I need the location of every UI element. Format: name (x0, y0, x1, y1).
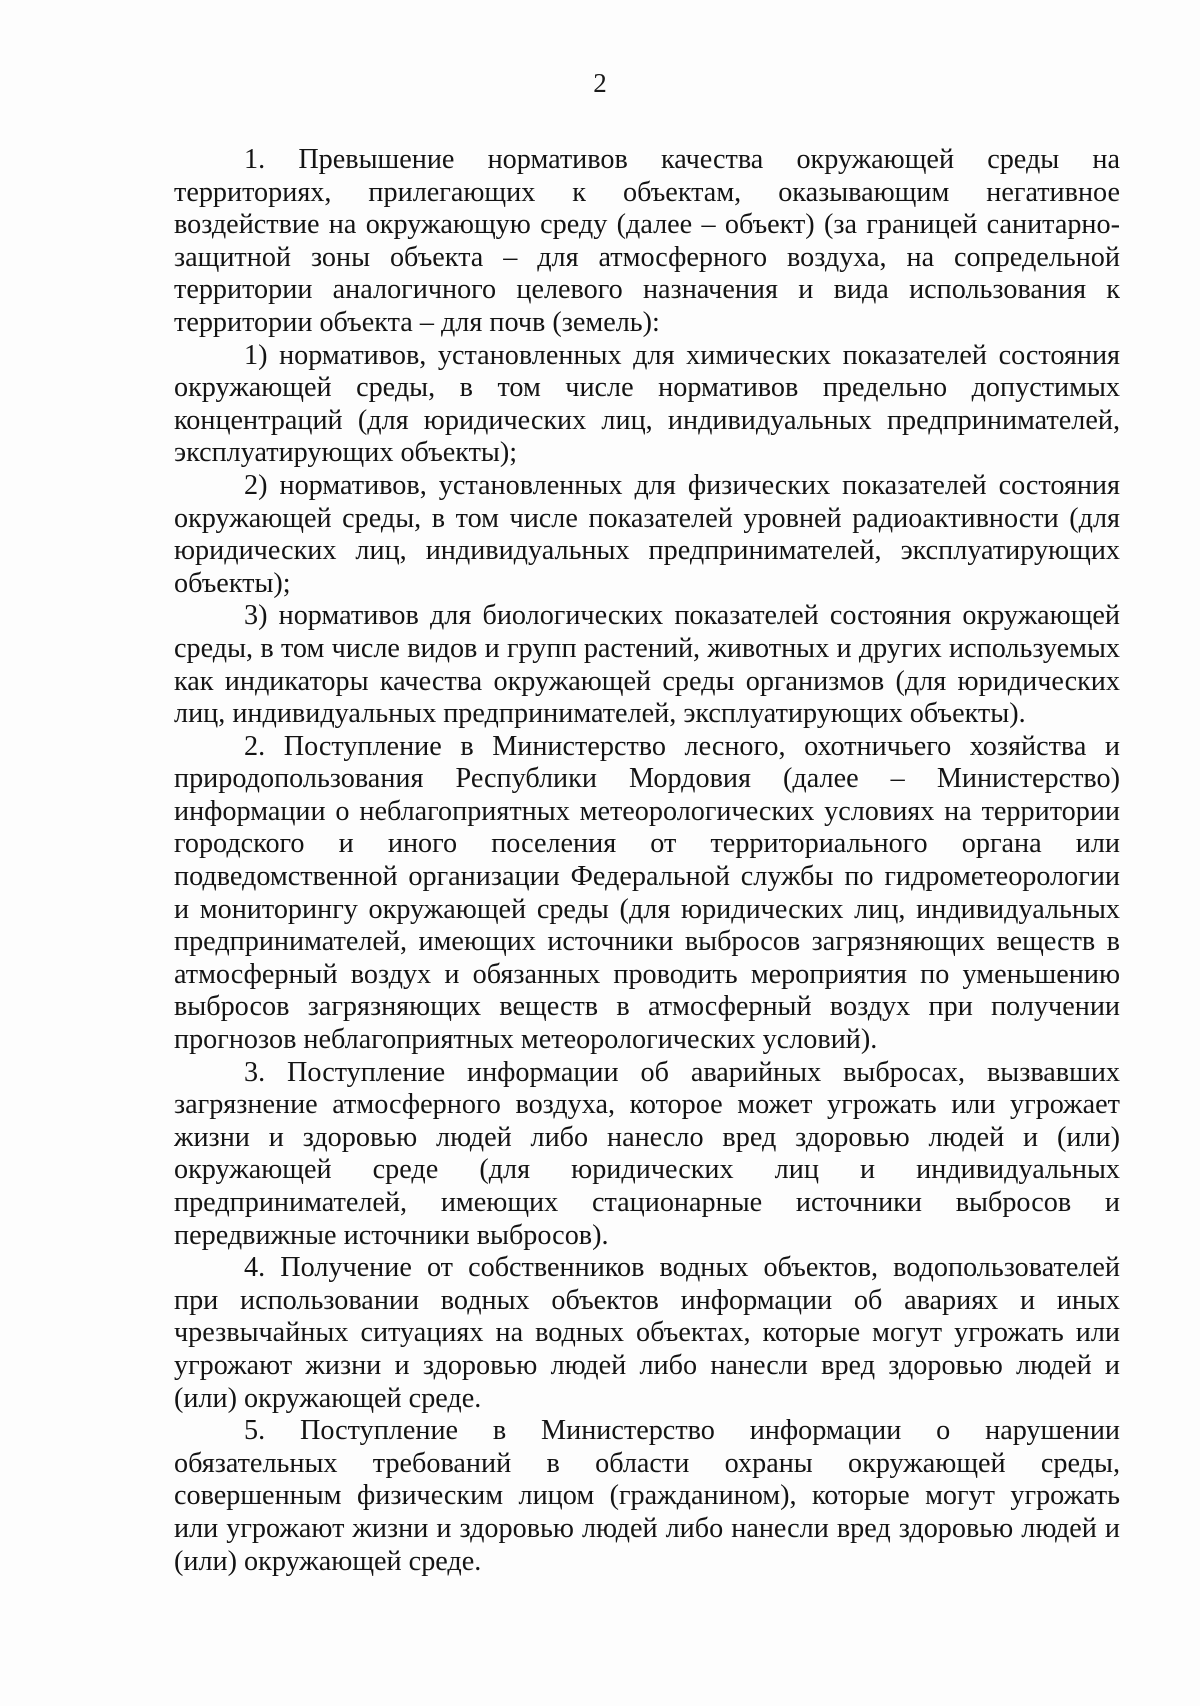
paragraph-item-1: 1. Превышение нормативов качества окружающей среды на территориях, прилегающих к объектам, оказывающим негативное воздействие на окружающую среду (далее – объект) (за границей санитарно-защитной зоны объекта – для атмосферного воздуха, на сопредельной территории аналогичного целевого назначения и вида использования к территории объекта – для почв (земель): (174, 144, 1120, 338)
paragraph-item-3: 3. Поступление информации об аварийных выбросах, вызвавших загрязнение атмосферного воздуха, которое может угрожать или угрожает жизни и здоровью людей либо нанесло вред здоровью людей и (или) окружающей среде (для юридических лиц и индивидуальных предпринимателей, имеющих стационарные источники выбросов и передвижные источники выбросов). (174, 1056, 1120, 1251)
paragraph-item-2: 2. Поступление в Министерство лесного, охотничьего хозяйства и природопользования Республики Мордовия (далее – Министерство) информации о неблагоприятных метеорологических условиях на территории городского и иного поселения от территориального органа или подведомственной организации Федеральной службы по гидрометеорологии и мониторингу окружающей среды (для юридических лиц, индивидуальных предпринимателей, имеющих источники выбросов загрязняющих веществ в атмосферный воздух и обязанных проводить мероприятия по уменьшению выбросов загрязняющих веществ в атмосферный воздух при получении прогнозов неблагоприятных метеорологических условий). (174, 730, 1120, 1056)
page-number: 2 (593, 68, 607, 98)
document-body (174, 144, 1120, 1578)
paragraph-subitem-1: 1) нормативов, установленных для химических показателей состояния окружающей среды, в том числе нормативов предельно допустимых концентраций (для юридических лиц, индивидуальных предпринимателей, эксплуатирующих объекты); (174, 339, 1120, 469)
paragraph-item-4: 4. Получение от собственников водных объектов, водопользователей при использовании водных объектов информации об авариях и иных чрезвычайных ситуациях на водных объектах, которые могут угрожать или угрожают жизни и здоровью людей либо нанесли вред здоровью людей и (или) окружающей среде. (174, 1252, 1120, 1414)
paragraph-subitem-2: 2) нормативов, установленных для физических показателей состояния окружающей среды, в том числе показателей уровней радиоактивности (для юридических лиц, индивидуальных предпринимателей, эксплуатирующих объекты); (174, 469, 1120, 599)
paragraph-item-5: 5. Поступление в Министерство информации о нарушении обязательных требований в области охраны окружающей среды, совершенным физическим лицом (гражданином), которые могут угрожать или угрожают жизни и здоровью людей либо нанесли вред здоровью людей и (или) окружающей среде. (174, 1415, 1120, 1577)
paragraph-subitem-3: 3) нормативов для биологических показателей состояния окружающей среды, в том числе видов и групп растений, животных и других используемых как индикаторы качества окружающей среды организмов (для юридических лиц, индивидуальных предпринимателей, эксплуатирующих объекты). (174, 600, 1120, 730)
